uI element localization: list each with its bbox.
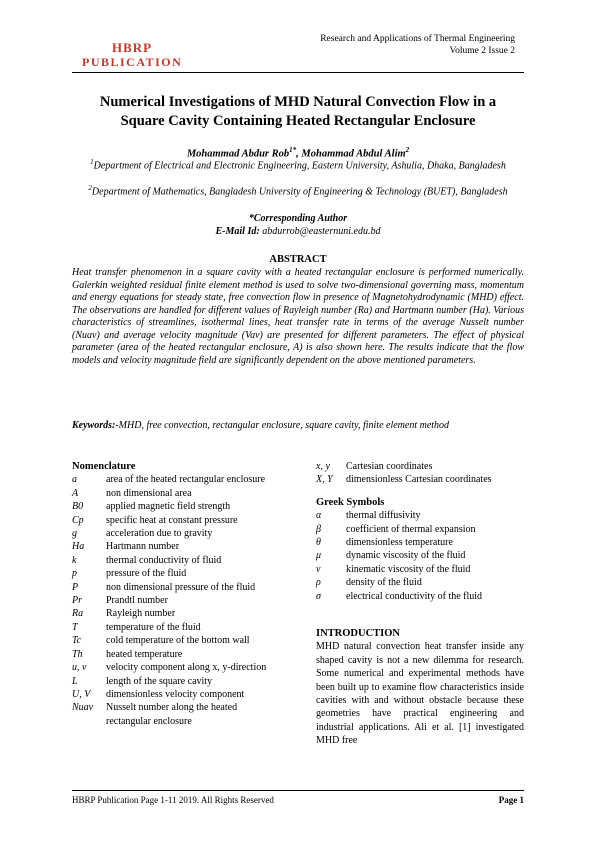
- symbol: L: [72, 675, 78, 687]
- nomenclature-row: [72, 514, 282, 527]
- symbol: Pr: [72, 595, 82, 607]
- symbol: ρ: [316, 577, 321, 589]
- symbol: p: [72, 568, 77, 580]
- nomenclature-right: [316, 460, 524, 603]
- affiliation-1: [88, 156, 508, 172]
- nomenclature-row: [72, 487, 282, 500]
- definition: applied magnetic field strength: [106, 501, 231, 513]
- nomenclature-row: [72, 661, 282, 674]
- nomenclature-row: [72, 621, 282, 634]
- symbol: x, y: [316, 461, 330, 472]
- definition: dimensionless temperature: [346, 537, 453, 549]
- abstract-heading: ABSTRACT: [269, 254, 327, 265]
- symbol: Cp: [72, 514, 84, 526]
- definition: heated temperature: [106, 648, 183, 660]
- nomenclature-row: [72, 540, 282, 553]
- author-1: Mohammad Abdur Rob: [186, 148, 290, 160]
- abstract-text: Heat transfer phenomenon in a square cavity with a heated rectangular enclosure is performed numerically. Galerkin weighted residual finite element method is used to solve two-dimensional governing mass, momentum and energy equations for steady state, free convection flow in presence of Magnetohydrodynamic (MHD) effect. The observations are handled for different values of Rayleigh number (Ra) and Hartmann number (Ha). Various characteristics of streamlines, isothermal lines, heat transfer rate in terms of the average Nusselt number (Nuav) and average velocity magnitude (Vav) are presented for different parameters. The effect of physical parameter (area of the heated rectangular enclosure, A) is also shown here. The results indicate that the flow models and velocity magnitude field are significantly dependent on the above mentioned parameters.: [72, 267, 524, 366]
- nomenclature-row: [316, 563, 524, 576]
- symbol: Ra: [72, 608, 84, 620]
- nomenclature-left: [72, 460, 282, 728]
- nomenclature-row: [72, 527, 282, 540]
- keywords-label: Keywords:: [72, 420, 116, 431]
- nomenclature-row: [316, 523, 524, 536]
- aff2-text: Department of Mathematics, Bangladesh University of Engineering & Technology (BUET), Bangladesh: [91, 186, 508, 198]
- publisher-logo-line2: PUBLICATION: [82, 55, 183, 69]
- symbol: Nuav: [72, 702, 94, 714]
- nomenclature-row: [72, 607, 282, 620]
- symbol: ν: [316, 563, 321, 575]
- intro-heading: INTRODUCTION: [316, 628, 401, 639]
- corresponding-author: *Corresponding Author: [248, 213, 348, 224]
- page-number: Page 1: [498, 795, 524, 805]
- nomenclature-row: [316, 536, 524, 549]
- author-2: , Mohammad Abdul Alim: [296, 148, 406, 160]
- footer: [72, 795, 524, 805]
- symbol: T: [72, 621, 78, 633]
- symbol: α: [316, 510, 322, 522]
- keywords-text: -MHD, free convection, rectangular enclosure, square cavity, finite element method: [115, 420, 450, 431]
- symbol: g: [72, 528, 77, 540]
- nomenclature-row: [72, 648, 282, 661]
- greek-heading: Greek Symbols: [316, 496, 385, 508]
- symbol: U, V: [72, 688, 91, 700]
- journal-header: [320, 33, 515, 57]
- aff2-sup: 2: [88, 184, 92, 192]
- nomenclature-heading: Nomenclature: [72, 461, 136, 472]
- nomenclature-row: [72, 567, 282, 580]
- publisher-logo-line1: HBRP: [112, 40, 153, 55]
- definition: acceleration due to gravity: [106, 528, 213, 540]
- title-line-1: Numerical Investigations of MHD Natural Convection Flow in a: [99, 94, 497, 110]
- introduction: [316, 627, 524, 748]
- keywords: [72, 420, 524, 433]
- email-line: [72, 225, 524, 238]
- symbol: θ: [316, 537, 321, 549]
- nomenclature-row: [72, 473, 282, 486]
- definition: electrical conductivity of the fluid: [346, 590, 483, 602]
- definition: pressure of the fluid: [106, 568, 187, 580]
- definition: non dimensional pressure of the fluid: [106, 581, 256, 593]
- definition: Hartmann number: [106, 541, 180, 553]
- nomenclature-row: [316, 509, 524, 522]
- nomenclature-row: [316, 473, 524, 486]
- footer-copyright: HBRP Publication Page 1-11 2019. All Rights Reserved: [72, 795, 274, 805]
- journal-volume: Volume 2 Issue 2: [449, 46, 515, 56]
- intro-text: MHD natural convection heat transfer inside any shaped cavity is not a new dilemma for research. Some numerical and experimental methods have been built up to examine flow characteristics inside cavities with and without obstacle because these geometries have practical engineering and industrial applications. Ali et al. [1] investigated MHD free: [316, 641, 524, 747]
- symbol: u, v: [72, 662, 87, 674]
- symbol: A: [72, 487, 79, 499]
- nomenclature-row: [72, 594, 282, 607]
- definition: Nusselt number along the heated rectangular enclosure: [106, 702, 238, 727]
- email-address[interactable]: abdurrob@easternuni.edu.bd: [262, 226, 381, 237]
- footer-rule: [72, 790, 524, 791]
- definition: Prandtl number: [106, 595, 168, 607]
- nomenclature-row: [72, 500, 282, 513]
- symbol: B0: [72, 501, 84, 513]
- author-1-sup: 1*: [289, 146, 297, 154]
- definition: length of the square cavity: [106, 675, 213, 687]
- paper-title: [72, 93, 524, 131]
- nomenclature-row: [316, 460, 524, 473]
- symbol: a: [72, 474, 77, 486]
- symbol: σ: [316, 590, 321, 602]
- symbol: μ: [316, 550, 322, 562]
- email-label: E-Mail Id:: [215, 226, 260, 237]
- symbol: X, Y: [316, 474, 333, 486]
- nomenclature-row: [72, 688, 282, 701]
- aff1-text: Department of Electrical and Electronic Engineering, Eastern University, Ashulia, Dhaka, Bangladesh: [93, 160, 506, 172]
- definition: dynamic viscosity of the fluid: [346, 550, 466, 562]
- symbol: P: [72, 581, 79, 593]
- definition: non dimensional area: [106, 487, 192, 499]
- nomenclature-row: [316, 576, 524, 589]
- definition: coefficient of thermal expansion: [346, 523, 476, 535]
- symbol: Th: [72, 648, 83, 660]
- definition: dimensionless velocity component: [106, 688, 245, 700]
- definition: specific heat at constant pressure: [106, 514, 238, 526]
- aff1-sup: 1: [90, 158, 94, 166]
- symbol: Ha: [72, 541, 85, 553]
- title-line-2: Square Cavity Containing Heated Rectangular Enclosure: [120, 113, 476, 129]
- definition: cold temperature of the bottom wall: [106, 635, 250, 647]
- nomenclature-row: [72, 634, 282, 647]
- definition: velocity component along x, y-direction: [106, 662, 267, 674]
- definition: dimensionless Cartesian coordinates: [346, 474, 492, 486]
- nomenclature-row: [72, 675, 282, 688]
- nomenclature-row: [316, 549, 524, 562]
- definition: density of the fluid: [346, 577, 422, 589]
- journal-name: Research and Applications of Thermal Engineering: [320, 34, 515, 44]
- definition: temperature of the fluid: [106, 621, 201, 633]
- header-rule: [72, 72, 524, 73]
- definition: kinematic viscosity of the fluid: [346, 563, 471, 575]
- definition: area of the heated rectangular enclosure: [106, 474, 266, 486]
- definition: thermal conductivity of fluid: [106, 554, 222, 566]
- author-2-sup: 2: [405, 146, 410, 154]
- symbol: k: [72, 554, 77, 566]
- nomenclature-row: [72, 554, 282, 567]
- definition: Rayleigh number: [106, 608, 176, 620]
- nomenclature-row: [72, 701, 282, 728]
- affiliation-2: [72, 182, 524, 198]
- definition: Cartesian coordinates: [346, 461, 433, 472]
- symbol: Tc: [72, 635, 82, 647]
- symbol: β: [316, 523, 321, 535]
- definition: thermal diffusivity: [346, 510, 421, 522]
- nomenclature-row: [316, 590, 524, 603]
- nomenclature-row: [72, 581, 282, 594]
